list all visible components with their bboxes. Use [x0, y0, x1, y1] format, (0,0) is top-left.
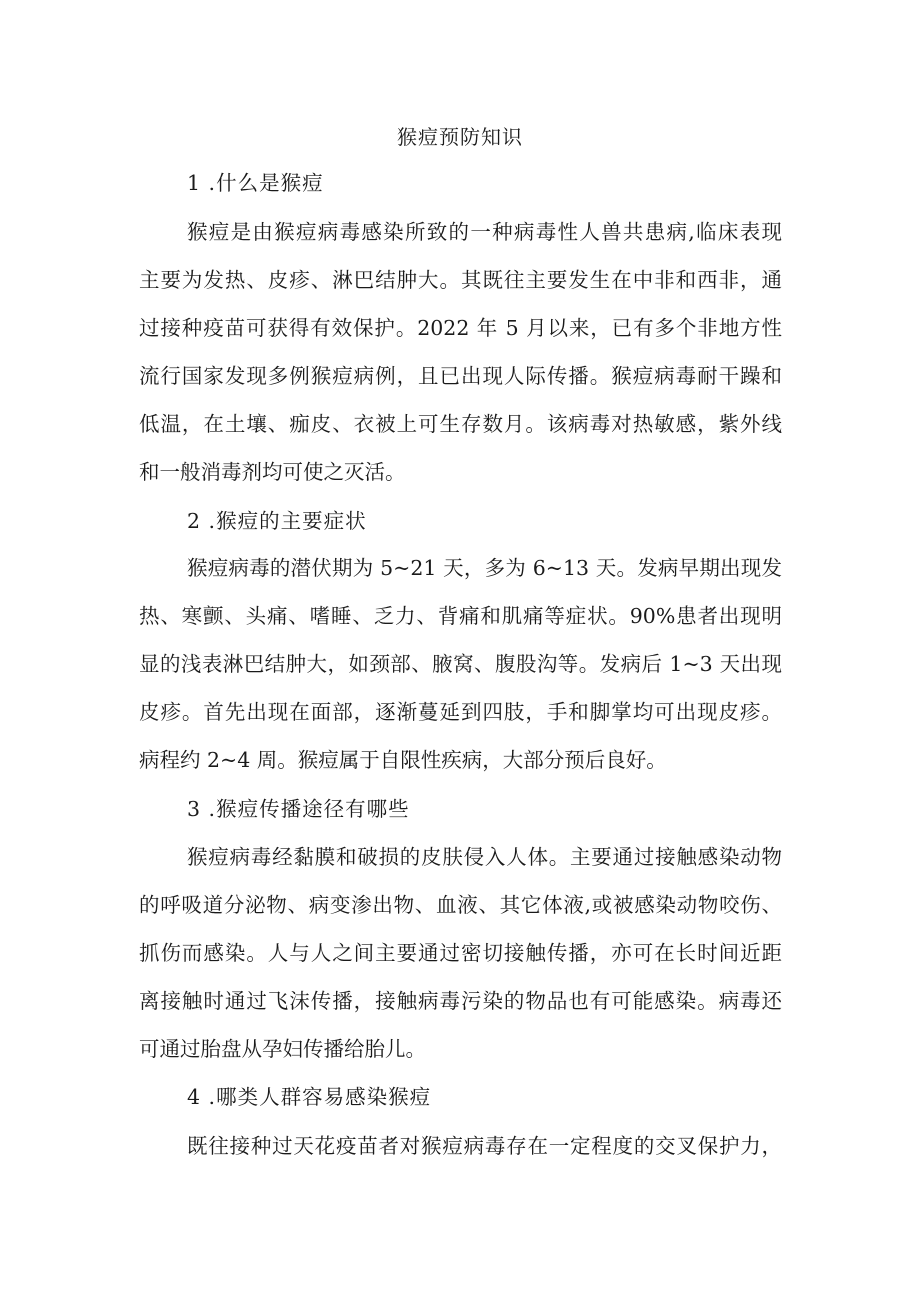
document-title: 猴痘预防知识	[397, 125, 523, 149]
paragraph-line: 可通过胎盘从孕妇传播给胎儿。	[139, 1037, 426, 1061]
paragraph-line: 皮疹。首先出现在面部，逐渐蔓延到四肢，手和脚掌均可出现皮疹。	[139, 700, 782, 724]
paragraph-line: 和一般消毒剂均可使之灭活。	[139, 460, 406, 484]
paragraph-line: 抓伤而感染。人与人之间主要通过密切接触传播，亦可在长时间近距	[139, 941, 782, 965]
paragraph-line: 猴痘是由猴痘病毒感染所致的一种病毒性人兽共患病,临床表现	[187, 220, 782, 244]
paragraph-line: 流行国家发现多例猴痘病例，且已出现人际传播。猴痘病毒耐干躁和	[139, 364, 782, 388]
paragraph-line: 热、寒颤、头痛、嗜睡、乏力、背痛和肌痛等症状。90%患者出现明	[139, 604, 782, 628]
paragraph-line: 过接种疫苗可获得有效保护。2022 年 5 月以来，已有多个非地方性	[139, 316, 782, 340]
section-heading: 4 .哪类人群容易感染猴痘	[187, 1085, 432, 1109]
paragraph-line: 病程约 2~4 周。猴痘属于自限性疾病，大部分预后良好。	[139, 748, 667, 772]
section-heading: 2 .猴痘的主要症状	[187, 509, 367, 533]
section-heading: 3 .猴痘传播途径有哪些	[187, 797, 410, 821]
paragraph-line: 猴痘病毒的潜伏期为 5~21 天，多为 6~13 天。发病早期出现发	[187, 556, 782, 580]
paragraph-line: 既往接种过天花疫苗者对猴痘病毒存在一定程度的交叉保护力，	[187, 1134, 782, 1158]
paragraph-line: 猴痘病毒经黏膜和破损的皮肤侵入人体。主要通过接触感染动物	[187, 845, 782, 869]
paragraph-line: 显的浅表淋巴结肿大，如颈部、腋窝、腹股沟等。发病后 1~3 天出现	[139, 652, 782, 676]
section-heading: 1 .什么是猴痘	[187, 171, 324, 195]
paragraph-line: 主要为发热、皮疹、淋巴结肿大。其既往主要发生在中非和西非，通	[139, 268, 782, 292]
paragraph-line: 离接触时通过飞沫传播，接触病毒污染的物品也有可能感染。病毒还	[139, 989, 782, 1013]
paragraph-line: 低温，在土壤、痂皮、衣被上可生存数月。该病毒对热敏感，紫外线	[139, 412, 782, 436]
paragraph-line: 的呼吸道分泌物、病变渗出物、血液、其它体液,或被感染动物咬伤、	[139, 893, 782, 917]
